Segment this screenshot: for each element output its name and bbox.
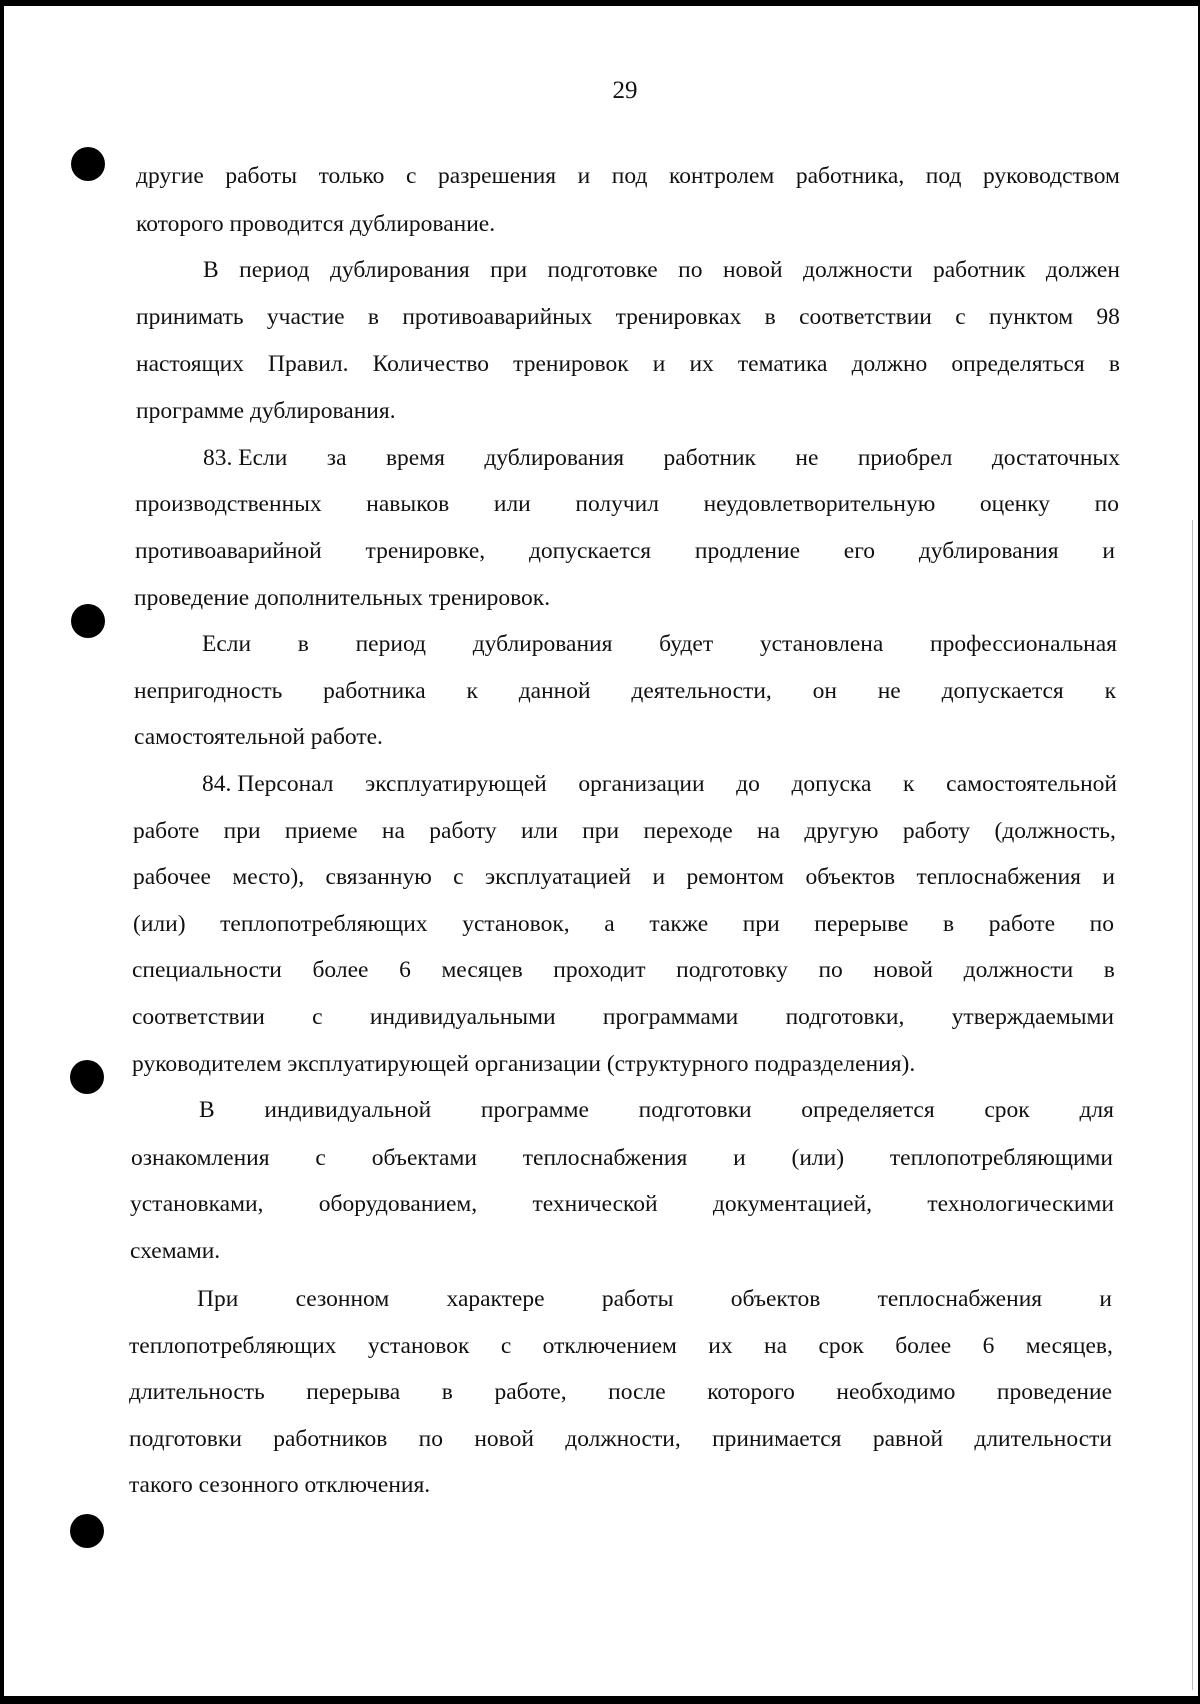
word: с bbox=[453, 864, 464, 890]
word: на bbox=[764, 1333, 788, 1359]
word: проходит bbox=[553, 957, 646, 983]
word: месяцев, bbox=[1025, 1333, 1113, 1359]
word: тренировке, bbox=[365, 538, 486, 564]
word: в bbox=[764, 304, 776, 330]
punch-hole-1 bbox=[71, 147, 105, 181]
text-line bbox=[202, 630, 1117, 658]
word: или bbox=[493, 491, 531, 517]
word: 98 bbox=[1096, 304, 1120, 330]
word: дублирования bbox=[329, 257, 470, 283]
word: перерыве bbox=[814, 911, 909, 937]
word: месяцев bbox=[441, 957, 523, 983]
word: данной bbox=[518, 678, 591, 704]
word: в bbox=[1103, 957, 1115, 983]
word: организации bbox=[578, 771, 705, 797]
word: В bbox=[199, 1097, 215, 1123]
word: установок, bbox=[462, 911, 570, 937]
word: получил bbox=[575, 491, 659, 517]
text-line bbox=[199, 1096, 1114, 1124]
word: 84. Персонал bbox=[202, 771, 334, 797]
word: производственных bbox=[135, 491, 322, 517]
word: самостоятельной bbox=[946, 771, 1117, 797]
word: принимается bbox=[712, 1426, 842, 1452]
word: работу bbox=[429, 818, 497, 844]
text-line bbox=[203, 256, 1120, 284]
word: должности bbox=[963, 957, 1074, 983]
word: на bbox=[757, 818, 781, 844]
word: профессиональная bbox=[930, 631, 1117, 657]
word: работе, bbox=[494, 1379, 567, 1405]
text-line bbox=[134, 677, 1116, 705]
word: технической bbox=[532, 1191, 658, 1217]
word: Правил. bbox=[268, 351, 349, 377]
word: перерыва bbox=[306, 1379, 401, 1405]
word: руководством bbox=[982, 163, 1120, 189]
word: к bbox=[466, 678, 478, 704]
scan-edge-shadow bbox=[1192, 520, 1193, 1690]
word: тренировок bbox=[513, 351, 629, 377]
text-line: которого проводится дублирование. bbox=[136, 211, 496, 237]
word: 6 bbox=[982, 1333, 995, 1359]
word: подготовку bbox=[676, 957, 788, 983]
punch-hole-4 bbox=[70, 1514, 104, 1548]
word: оценку bbox=[979, 491, 1051, 517]
word: программе bbox=[480, 1097, 589, 1123]
word: сезонном bbox=[295, 1286, 390, 1312]
word: Если bbox=[202, 631, 252, 657]
word: (должность, bbox=[994, 818, 1116, 844]
word: под bbox=[611, 163, 648, 189]
text-line bbox=[132, 956, 1115, 984]
word: теплопотребляющих bbox=[220, 911, 428, 937]
word: 83. Если bbox=[203, 445, 288, 471]
word: работник bbox=[933, 257, 1026, 283]
word: срок bbox=[984, 1097, 1030, 1123]
word: соответствии bbox=[132, 1004, 265, 1030]
word: теплоснабжения bbox=[916, 864, 1081, 890]
word: к bbox=[1104, 678, 1116, 704]
text-line bbox=[129, 1378, 1112, 1406]
text-line bbox=[197, 1285, 1112, 1313]
word: при bbox=[490, 257, 528, 283]
text-line bbox=[202, 770, 1117, 798]
word: новой bbox=[873, 957, 934, 983]
word: допускается bbox=[941, 678, 1064, 704]
text-line bbox=[203, 444, 1120, 472]
word: теплопотребляющих bbox=[129, 1333, 337, 1359]
word: работников bbox=[273, 1426, 388, 1452]
page-number: 29 bbox=[612, 77, 638, 104]
word: равной bbox=[872, 1426, 944, 1452]
text-line bbox=[131, 1144, 1113, 1172]
word: новой bbox=[722, 257, 783, 283]
word: переходе bbox=[643, 818, 733, 844]
text-line bbox=[129, 1425, 1112, 1453]
word: другие bbox=[136, 163, 204, 189]
word: непригодность bbox=[134, 678, 283, 704]
text-line bbox=[133, 863, 1115, 891]
word: и bbox=[1099, 1286, 1112, 1312]
text-line: такого сезонного отключения. bbox=[129, 1472, 431, 1498]
word: эксплуатацией bbox=[485, 864, 632, 890]
word: проведение bbox=[996, 1379, 1112, 1405]
word: работе bbox=[133, 818, 200, 844]
text-line bbox=[132, 1003, 1114, 1031]
word: противоаварийных bbox=[402, 304, 593, 330]
text-line bbox=[135, 490, 1119, 518]
word: В bbox=[203, 257, 219, 283]
word: по bbox=[678, 257, 703, 283]
word: установок bbox=[367, 1333, 470, 1359]
word: подготовки bbox=[638, 1097, 752, 1123]
word: и bbox=[652, 351, 666, 377]
word: 6 bbox=[399, 957, 411, 983]
word: срок bbox=[818, 1333, 864, 1359]
word: тематика bbox=[737, 351, 828, 377]
word: дублирования bbox=[918, 538, 1059, 564]
word: он bbox=[812, 678, 837, 704]
word: длительности bbox=[974, 1426, 1112, 1452]
word: определяться bbox=[951, 351, 1085, 377]
word: с bbox=[315, 1145, 326, 1171]
word: в bbox=[297, 631, 309, 657]
word: ознакомления bbox=[131, 1145, 270, 1171]
word: участие bbox=[266, 304, 345, 330]
word: разрешения bbox=[437, 163, 557, 189]
word: работник bbox=[663, 445, 756, 471]
text-line bbox=[129, 1332, 1113, 1360]
word: другую bbox=[804, 818, 879, 844]
word: деятельности, bbox=[631, 678, 772, 704]
word: в bbox=[943, 911, 955, 937]
word: по bbox=[818, 957, 843, 983]
word: по bbox=[1089, 911, 1114, 937]
word: теплоснабжения bbox=[877, 1286, 1043, 1312]
word: (или) bbox=[791, 1145, 845, 1171]
word: при bbox=[742, 911, 780, 937]
word: более bbox=[312, 957, 369, 983]
word: необходимо bbox=[836, 1379, 956, 1405]
word: работника bbox=[323, 678, 426, 704]
word: или bbox=[520, 818, 558, 844]
word: настоящих bbox=[136, 351, 244, 377]
word: тренировках bbox=[615, 304, 742, 330]
word: объектами bbox=[371, 1145, 477, 1171]
word: работы bbox=[225, 163, 297, 189]
word: достаточных bbox=[991, 445, 1120, 471]
word: объектов bbox=[805, 864, 896, 890]
word: (или) bbox=[133, 911, 186, 937]
word: время bbox=[385, 445, 445, 471]
word: при bbox=[223, 818, 261, 844]
word: с bbox=[405, 163, 417, 189]
word: Количество bbox=[372, 351, 490, 377]
word: навыков bbox=[366, 491, 450, 517]
word: отключением bbox=[542, 1333, 677, 1359]
word: новой bbox=[474, 1426, 534, 1452]
word: оборудованием, bbox=[318, 1191, 478, 1217]
word: период bbox=[355, 631, 426, 657]
text-line bbox=[133, 910, 1114, 938]
word: с bbox=[955, 304, 966, 330]
word: и bbox=[1102, 538, 1115, 564]
word: теплоснабжения bbox=[522, 1145, 688, 1171]
text-line bbox=[135, 537, 1115, 565]
word: эксплуатирующей bbox=[365, 771, 547, 797]
word: к bbox=[903, 771, 915, 797]
word: работы bbox=[601, 1286, 674, 1312]
text-line bbox=[130, 1190, 1114, 1218]
word: работу bbox=[902, 818, 971, 844]
word: утверждаемыми bbox=[951, 1004, 1114, 1030]
word: дублирования bbox=[484, 445, 625, 471]
word: должно bbox=[851, 351, 928, 377]
word: ремонтом bbox=[686, 864, 785, 890]
word: под bbox=[925, 163, 962, 189]
word: после bbox=[608, 1379, 666, 1405]
word: в bbox=[367, 304, 380, 330]
text-line bbox=[136, 162, 1120, 190]
text-line bbox=[136, 350, 1120, 378]
word: неудовлетворительную bbox=[703, 491, 936, 517]
word: на bbox=[381, 818, 405, 844]
word: длительность bbox=[129, 1379, 265, 1405]
word: пунктом bbox=[988, 304, 1074, 330]
word: установками, bbox=[130, 1191, 264, 1217]
word: при bbox=[582, 818, 620, 844]
word: которого bbox=[707, 1379, 795, 1405]
word: для bbox=[1079, 1097, 1114, 1123]
word: должен bbox=[1045, 257, 1120, 283]
word: индивидуальной bbox=[264, 1097, 432, 1123]
word: специальности bbox=[132, 957, 282, 983]
word: подготовки bbox=[129, 1426, 242, 1452]
word: продление bbox=[694, 538, 801, 564]
word: объектов bbox=[730, 1286, 821, 1312]
word: связанную bbox=[325, 864, 432, 890]
word: должности, bbox=[565, 1426, 681, 1452]
word: соответствии bbox=[799, 304, 932, 330]
word: с bbox=[500, 1333, 512, 1359]
word: по bbox=[1094, 491, 1119, 517]
punch-hole-2 bbox=[71, 604, 105, 638]
word: с bbox=[312, 1004, 323, 1030]
word: подготовки, bbox=[785, 1004, 905, 1030]
word: При bbox=[197, 1286, 239, 1312]
punch-hole-3 bbox=[70, 1060, 104, 1094]
word: технологическими bbox=[927, 1191, 1114, 1217]
word: по bbox=[418, 1426, 443, 1452]
text-line: схемами. bbox=[130, 1238, 221, 1264]
word: подготовке bbox=[547, 257, 658, 283]
word: характере bbox=[446, 1286, 545, 1312]
word: установлена bbox=[759, 631, 884, 657]
word: должности bbox=[802, 257, 913, 283]
word: принимать bbox=[136, 304, 244, 330]
word: место), bbox=[232, 864, 305, 890]
word: не bbox=[795, 445, 819, 471]
word: допуска bbox=[791, 771, 872, 797]
word: период bbox=[239, 257, 310, 283]
word: и bbox=[733, 1145, 746, 1171]
word: будет bbox=[659, 631, 714, 657]
text-line: самостоятельной работе. bbox=[134, 724, 383, 750]
word: только bbox=[318, 163, 385, 189]
word: допускается bbox=[528, 538, 652, 564]
word: а bbox=[604, 911, 615, 937]
word: не bbox=[877, 678, 901, 704]
word: в bbox=[1108, 351, 1120, 377]
word: теплопотребляющими bbox=[889, 1145, 1113, 1171]
word: его bbox=[843, 538, 876, 564]
word: и bbox=[577, 163, 591, 189]
word: и bbox=[652, 864, 666, 890]
word: документацией, bbox=[712, 1191, 873, 1217]
text-line bbox=[136, 303, 1120, 331]
word: противоаварийной bbox=[135, 538, 322, 564]
word: работника, bbox=[795, 163, 905, 189]
word: более bbox=[895, 1333, 952, 1359]
text-line: руководителем эксплуатирующей организации (структурного подразделения). bbox=[132, 1051, 916, 1077]
word: дублирования bbox=[472, 631, 613, 657]
word: в bbox=[441, 1379, 453, 1405]
word: программами bbox=[602, 1004, 739, 1030]
word: контролем bbox=[668, 163, 775, 189]
text-line: программе дублирования. bbox=[136, 398, 396, 424]
text-line: проведение дополнительных тренировок. bbox=[134, 585, 551, 611]
word: приобрел bbox=[857, 445, 953, 471]
word: работе bbox=[988, 911, 1056, 937]
word: их bbox=[689, 351, 714, 377]
word: их bbox=[708, 1333, 733, 1359]
word: приеме bbox=[284, 818, 358, 844]
text-line bbox=[133, 817, 1116, 845]
word: рабочее bbox=[133, 864, 211, 890]
word: также bbox=[649, 911, 709, 937]
word: до bbox=[736, 771, 760, 797]
word: и bbox=[1102, 864, 1115, 890]
word: за bbox=[326, 445, 347, 471]
word: индивидуальными bbox=[369, 1004, 556, 1030]
word: определяется bbox=[801, 1097, 935, 1123]
